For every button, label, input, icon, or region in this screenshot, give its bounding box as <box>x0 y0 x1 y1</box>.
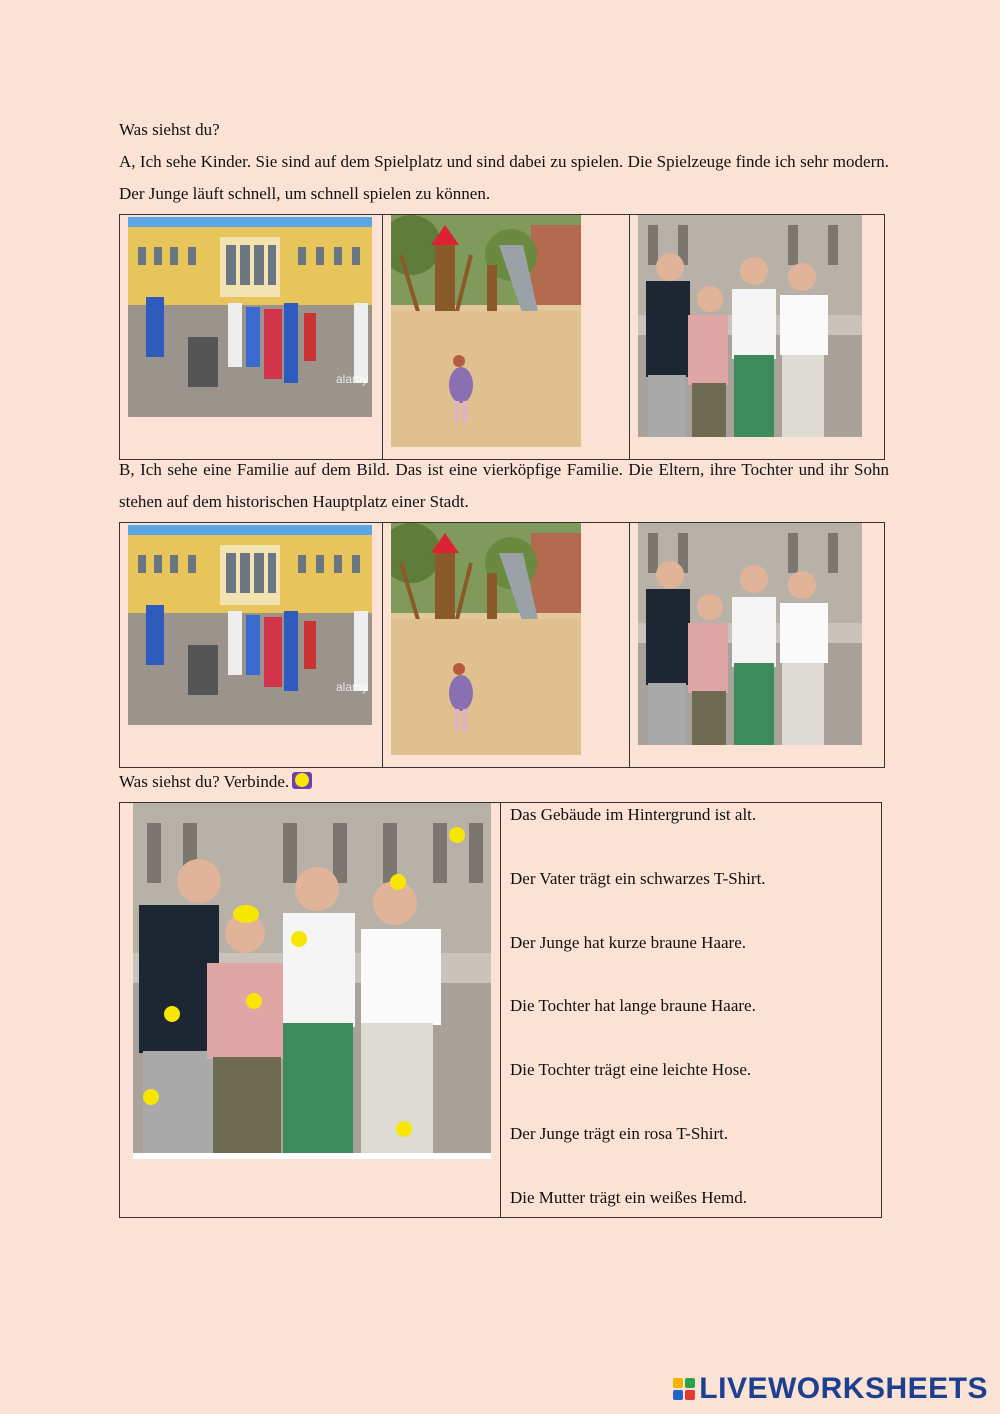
watermark: alamy <box>336 680 369 694</box>
photo-people-square[interactable] <box>128 525 372 725</box>
photo-family-large <box>133 803 491 1159</box>
liveworksheets-logo[interactable] <box>673 1374 988 1404</box>
photo-family-square[interactable] <box>638 523 862 745</box>
match-dot[interactable] <box>164 1006 180 1022</box>
statement-2: Der Vater trägt ein schwarzes T-Shirt. <box>510 869 766 888</box>
task-label <box>119 766 312 798</box>
heading: Was siehst du? <box>119 120 220 139</box>
audio-icon[interactable] <box>292 772 312 789</box>
paragraph-b: B, Ich sehe eine Familie auf dem Bild. Das ist eine vierköpfige Familie. Die Eltern, ihre Tochter und ihr Sohn stehen auf dem historischen Hauptplatz einer Stadt. <box>119 460 889 511</box>
photo-family-square[interactable] <box>638 215 862 437</box>
statement-3: Der Junge hat kurze braune Haare. <box>510 933 746 952</box>
image-table-b <box>119 522 885 768</box>
match-dot[interactable] <box>143 1089 159 1105</box>
statement-4: Die Tochter hat lange braune Haare. <box>510 996 756 1015</box>
photo-playground[interactable] <box>391 215 581 447</box>
match-dot[interactable] <box>291 931 307 947</box>
image-table-a <box>119 214 885 460</box>
photo-people-square[interactable] <box>128 217 372 417</box>
task-label-text: Was siehst du? Verbinde. <box>119 772 290 791</box>
match-dot[interactable] <box>449 827 465 843</box>
statement-1: Das Gebäude im Hintergrund ist alt. <box>510 805 757 824</box>
statement-7: Die Mutter trägt ein weißes Hemd. <box>510 1188 747 1207</box>
match-dot[interactable] <box>390 874 406 890</box>
logo-icon <box>673 1378 695 1400</box>
logo-text: LIVEWORKSHEETS <box>699 1372 988 1405</box>
match-dot[interactable] <box>246 993 262 1009</box>
match-dot[interactable] <box>396 1121 412 1137</box>
match-dot[interactable] <box>233 905 259 923</box>
paragraph-a: A, Ich sehe Kinder. Sie sind auf dem Spielplatz und sind dabei zu spielen. Die Spielzeuge finde ich sehr modern. Der Junge läuft schnell, um schnell spielen zu können. <box>119 152 889 203</box>
watermark: alamy <box>336 372 369 386</box>
statement-5: Die Tochter trägt eine leichte Hose. <box>510 1060 752 1079</box>
statement-6: Der Junge trägt ein rosa T-Shirt. <box>510 1124 729 1143</box>
photo-playground[interactable] <box>391 523 581 755</box>
matching-table <box>119 802 882 1218</box>
